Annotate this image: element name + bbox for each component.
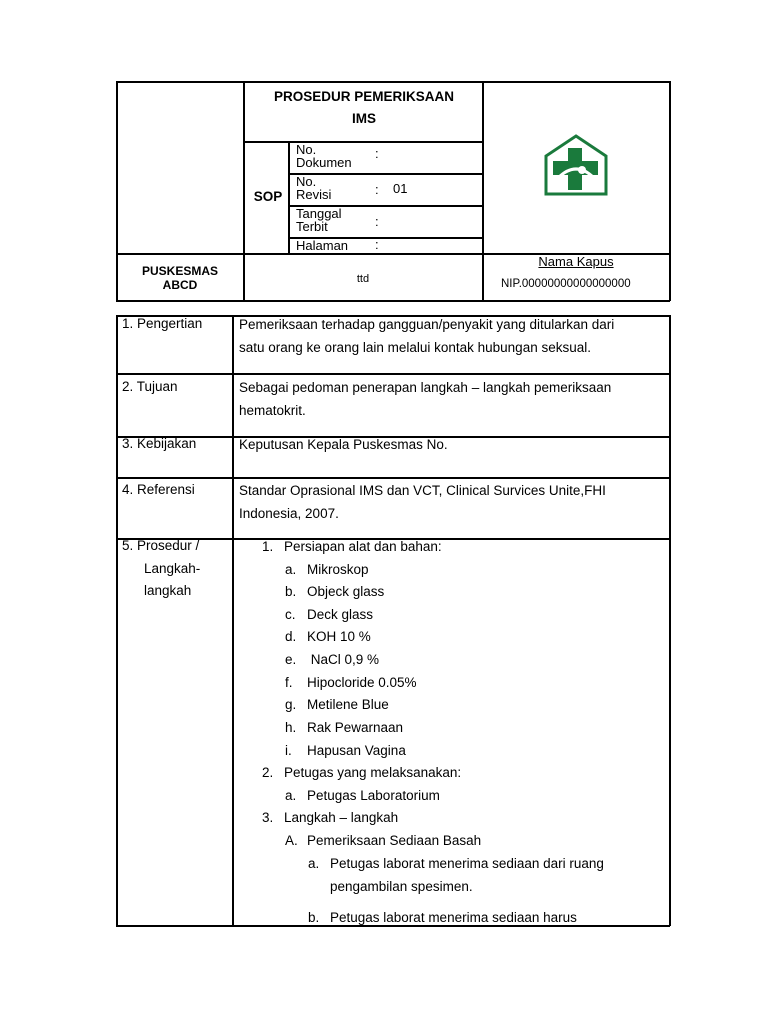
list-text: pengambilan spesimen. — [330, 879, 473, 894]
text-line: Standar Oprasional IMS dan VCT, Clinical Survices Unite,FHI — [239, 483, 606, 498]
list-item — [285, 626, 371, 649]
list-item — [262, 762, 462, 785]
list-text: Rak Pewarnaan — [307, 720, 404, 735]
text-line: Keputusan Kepala Puskesmas No. — [239, 437, 448, 452]
label-text: Revisi — [296, 187, 332, 202]
list-item — [285, 717, 404, 740]
label-text: langkah — [144, 583, 192, 598]
sop-label: SOP — [253, 189, 283, 204]
signature-placeholder: ttd — [356, 273, 370, 285]
list-text: Persiapan alat dan bahan: — [284, 539, 442, 554]
title-line: IMS — [351, 111, 376, 126]
list-text: Objeck glass — [307, 584, 385, 599]
list-item — [285, 785, 440, 808]
list-text: Hapusan Vagina — [307, 743, 406, 758]
label-text: No. — [296, 174, 317, 189]
list-text: Petugas laborat menerima sediaan harus — [330, 910, 577, 925]
list-marker: A. — [285, 833, 298, 848]
text-line: Indonesia, 2007. — [239, 506, 339, 521]
list-text: Petugas yang melaksanakan: — [284, 765, 462, 780]
border-line — [116, 300, 670, 302]
field-colon: : — [375, 214, 379, 229]
label-text: Langkah- — [144, 560, 201, 576]
label-text: Dokumen — [296, 155, 352, 170]
field-label-halaman — [296, 239, 348, 252]
list-marker: a. — [285, 562, 297, 577]
text-line: satu orang ke orang lain melalui kontak hubungan seksual. — [239, 340, 591, 355]
border-line — [243, 141, 483, 143]
section-label-kebijakan: 3. Kebijakan — [122, 436, 197, 451]
list-text: Petugas laborat menerima sediaan dari ruang — [330, 856, 604, 871]
list-text: Pemeriksaan Sediaan Basah — [307, 833, 482, 848]
head-nip: NIP.00000000000000000 — [501, 278, 631, 290]
list-marker: 2. — [262, 765, 274, 780]
list-text: KOH 10 % — [307, 629, 371, 644]
list-marker: b. — [285, 584, 297, 599]
list-item — [285, 694, 389, 717]
label-text: Terbit — [296, 219, 328, 234]
list-marker: d. — [285, 629, 297, 644]
text-line: hematokrit. — [239, 403, 306, 418]
list-item — [262, 807, 399, 830]
list-item — [285, 649, 380, 672]
border-line — [232, 315, 234, 926]
field-label-no-dokumen — [296, 143, 352, 169]
list-item — [285, 740, 406, 763]
list-item — [285, 604, 374, 627]
section-label-prosedur — [122, 535, 200, 603]
label-text: No. — [296, 142, 317, 157]
section-text-tujuan — [239, 376, 664, 422]
label-text: Tanggal — [296, 206, 342, 221]
list-marker: a. — [285, 788, 297, 803]
list-item — [262, 536, 442, 559]
border-line — [669, 315, 671, 926]
text-line: Sebagai pedoman penerapan langkah – langkah pemeriksaan — [239, 380, 612, 395]
list-text: Petugas Laboratorium — [307, 788, 440, 803]
field-colon: : — [375, 146, 379, 161]
document-title — [246, 86, 482, 130]
list-marker: 3. — [262, 810, 274, 825]
list-text: Deck glass — [307, 607, 374, 622]
list-item — [285, 830, 482, 853]
list-marker: a. — [308, 856, 320, 871]
organization-name: PUSKESMAS — [141, 264, 218, 278]
list-marker: b. — [308, 910, 320, 925]
list-item — [285, 672, 417, 695]
field-colon: : — [375, 237, 379, 252]
field-label-no-revisi — [296, 175, 331, 201]
border-line — [116, 315, 118, 926]
field-colon: : — [375, 182, 379, 197]
list-item — [308, 853, 604, 876]
label-text: 5. Prosedur / — [122, 538, 200, 553]
section-text-kebijakan — [239, 433, 664, 456]
field-label-tanggal-terbit — [296, 207, 342, 233]
head-name: Nama Kapus — [538, 254, 614, 269]
list-text: NaCl 0,9 % — [307, 652, 380, 667]
label-text: Halaman — [296, 238, 349, 253]
list-item — [285, 559, 369, 582]
section-label-pengertian: 1. Pengertian — [122, 316, 203, 331]
list-marker: f. — [285, 675, 293, 690]
border-line — [669, 81, 671, 301]
list-marker: e. — [285, 652, 297, 667]
list-text: Metilene Blue — [307, 697, 389, 712]
section-text-pengertian — [239, 313, 664, 359]
list-marker: c. — [285, 607, 296, 622]
border-line — [243, 81, 245, 301]
list-marker: 1. — [262, 539, 274, 554]
section-text-referensi — [239, 479, 664, 525]
text-line: Pemeriksaan terhadap gangguan/penyakit yang ditularkan dari — [239, 317, 615, 332]
list-text: Mikroskop — [307, 562, 369, 577]
puskesmas-logo-icon — [544, 134, 608, 200]
organization-location: ABCD — [162, 278, 198, 292]
list-text: Langkah – langkah — [284, 810, 399, 825]
list-text: Hipocloride 0.05% — [307, 675, 417, 690]
field-value-no-revisi: 01 — [393, 181, 408, 196]
section-label-referensi: 4. Referensi — [122, 482, 195, 497]
list-item — [308, 907, 577, 930]
border-line — [116, 373, 670, 375]
list-item — [285, 581, 385, 604]
list-marker: g. — [285, 697, 297, 712]
border-line — [116, 81, 670, 83]
list-marker: h. — [285, 720, 297, 735]
title-line: PROSEDUR PEMERIKSAAN — [273, 89, 455, 104]
section-label-tujuan: 2. Tujuan — [122, 379, 178, 394]
list-marker: i. — [285, 743, 292, 758]
